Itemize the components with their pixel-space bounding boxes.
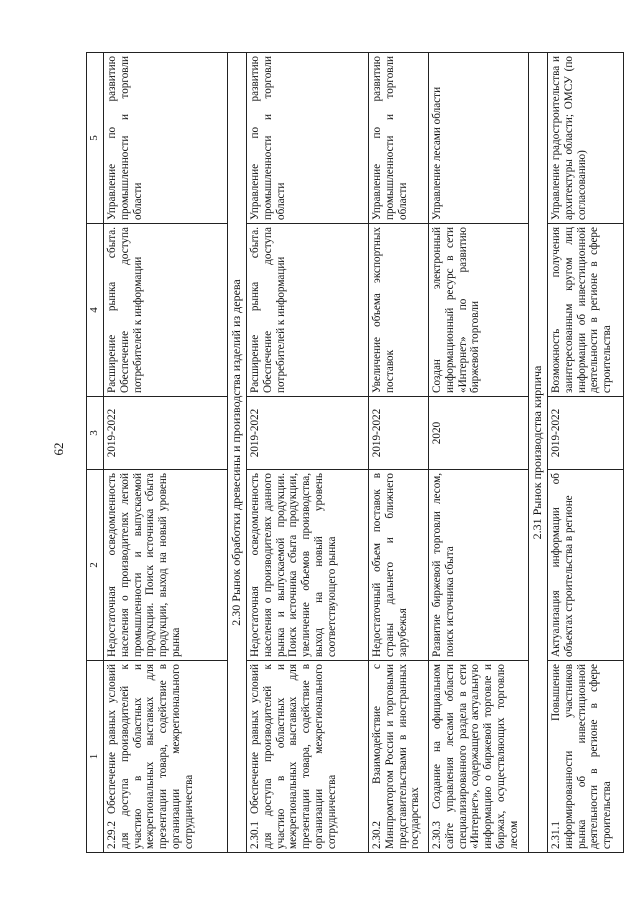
header-col-2: 2 — [87, 470, 104, 661]
section-row — [228, 53, 247, 853]
executor-cell: Управление лесами области — [429, 53, 529, 224]
header-col-5: 5 — [87, 53, 104, 224]
table-row — [104, 53, 228, 853]
section-title: 2.31 Рынок производства кирпича — [529, 53, 548, 853]
result-cell: Расширение рынка сбыта. Обеспечение доступа потребителей к информации — [104, 224, 228, 397]
period-cell: 2019-2022 — [104, 397, 228, 470]
period-cell: 2019-2022 — [369, 397, 429, 470]
measure-cell: 2.29.2 Обеспечение равных условий для доступа производителей к участию в областных и межрегиональных выставках для презентации товара, содействие в организации межрегионального сотрудничества — [104, 661, 228, 853]
period-cell: 2020 — [429, 397, 529, 470]
table-row — [548, 53, 624, 853]
header-col-4: 4 — [87, 224, 104, 397]
executor-cell: Управление градостроительства и архитектуры области; ОМСУ (по согласованию) — [548, 53, 624, 224]
section-title: 2.30 Рынок обработки древесины и производства изделий из дерева — [228, 53, 247, 853]
result-cell: Расширение рынка сбыта. Обеспечение доступа потребителей к информации — [247, 224, 369, 397]
problem-cell: Актуализация информации об объектах строительства в регионе — [548, 470, 624, 661]
header-col-3: 3 — [87, 397, 104, 470]
table-container — [86, 53, 634, 853]
result-cell: Возможность получения заинтересованным кругом лиц информации об инвестиционной деятельности в регионе в сфере строительства — [548, 224, 624, 397]
header-col-1: 1 — [87, 661, 104, 853]
measure-cell: 2.31.1 Повышение информированности участников рынка об инвестиционной деятельности в регионе в сфере строительства — [548, 661, 624, 853]
result-cell: Создан электронный информационный ресурс в сети «Интернет» по развитию биржевой торговли — [429, 224, 529, 397]
executor-cell: Управление по развитию промышленности и торговли области — [247, 53, 369, 224]
table-row — [247, 53, 369, 853]
problem-cell: Недостаточная осведомленность населения о производителях данного рынка и выпускаемой продукции. Поиск источника сбыта продукции, увеличение объемов производства, выход на новый уровень соответствующего рынка — [247, 470, 369, 661]
problem-cell: Недостаточная осведомленность населения о производителях легкой промышленности и выпускаемой продукции. Поиск источника сбыта продукции, выход на новый уровень рынка — [104, 470, 228, 661]
period-cell: 2019-2022 — [548, 397, 624, 470]
table-row — [429, 53, 529, 853]
problem-cell: Развитие биржевой торговли лесом, поиск источника сбыта — [429, 470, 529, 661]
executor-cell: Управление по развитию промышленности и торговли области — [104, 53, 228, 224]
result-cell: Увеличение объема экспортных поставок — [369, 224, 429, 397]
page-number: 62 — [51, 442, 66, 456]
problem-cell: Недостаточный объем поставок в страны дальнего и ближнего зарубежья — [369, 470, 429, 661]
measure-cell: 2.30.3 Создание на официальном сайте управления лесами области специализированного раздела в сети «Интернет», содержащего актуальную информацию о биржевой торговле и биржах, осуществляющих торговлю лесом — [429, 661, 529, 853]
section-row — [529, 53, 548, 853]
measures-table — [86, 52, 624, 853]
executor-cell: Управление по развитию промышленности и торговли области — [369, 53, 429, 224]
rotated-page — [86, 53, 634, 853]
measure-cell: 2.30.2 Взаимодействие с Минпромторгом России и торговыми представительствами в иностранных государствах — [369, 661, 429, 853]
period-cell: 2019-2022 — [247, 397, 369, 470]
table-header-row — [87, 53, 104, 853]
table-row — [369, 53, 429, 853]
measure-cell: 2.30.1 Обеспечение равных условий для доступа производителей к участию в областных и межрегиональных выставках для презентации товара, содействие в организации межрегионального сотрудничества — [247, 661, 369, 853]
